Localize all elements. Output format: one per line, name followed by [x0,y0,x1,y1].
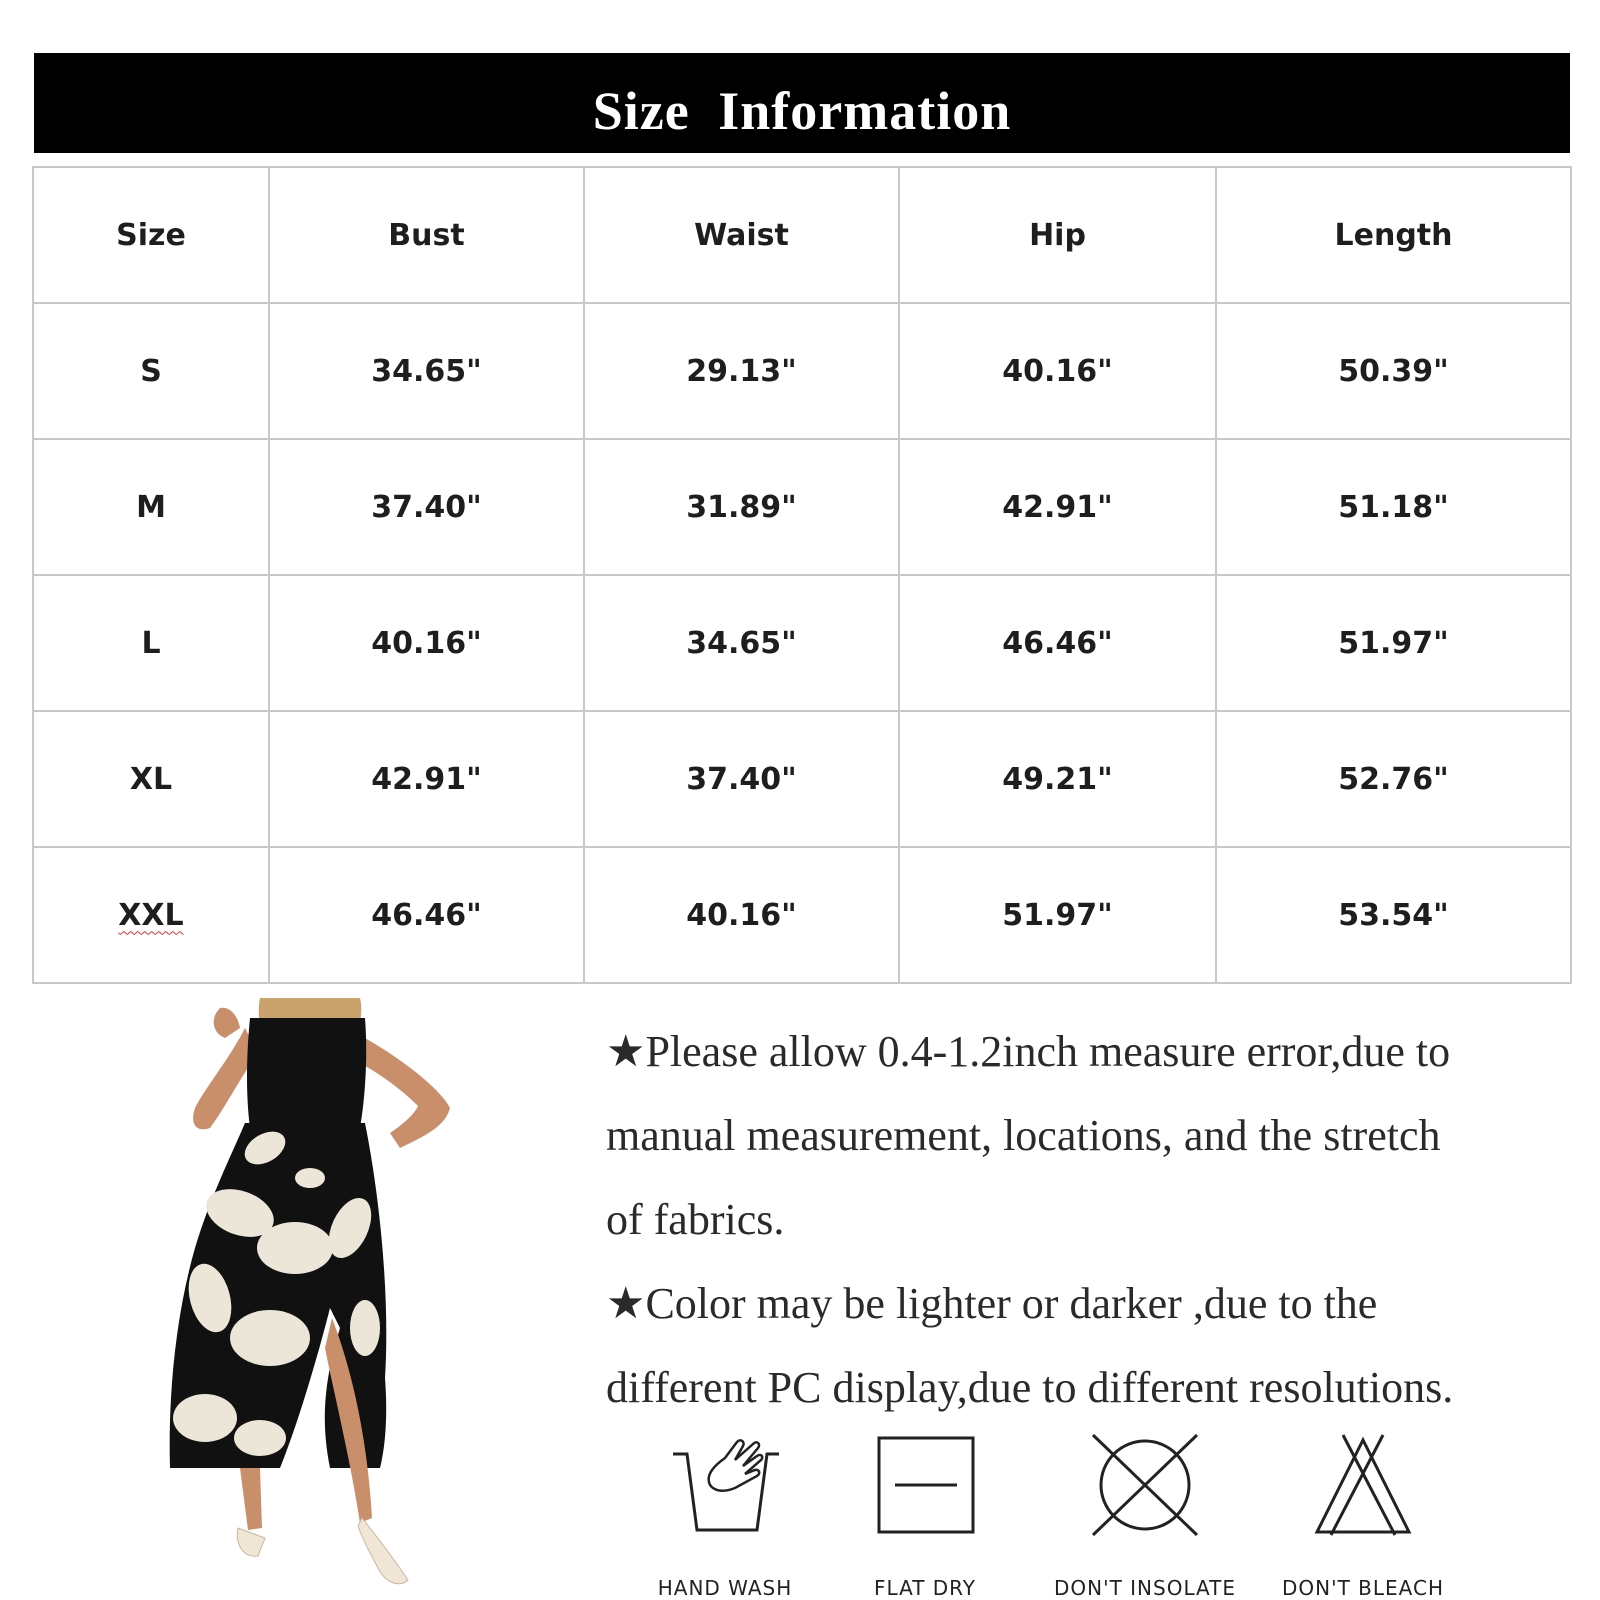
hand-wash-icon [665,1430,785,1540]
cell-bust: 42.91" [269,711,584,847]
cell-size: XL [33,711,269,847]
cell-size [33,847,269,983]
cell-bust: 40.16" [269,575,584,711]
cell-hip: 46.46" [899,575,1216,711]
cell-length: 53.54" [1216,847,1571,983]
header-bust: Bust [269,167,584,303]
cell-waist: 31.89" [584,439,899,575]
size-notes [606,1010,1566,1430]
banner-title: Size Information [592,81,1012,141]
shoe-right [358,1518,408,1584]
care-dont-insolate [1040,1430,1250,1600]
dress-bodice [247,1018,366,1128]
table-row [33,711,1571,847]
shoe-left [237,1528,265,1556]
dont-bleach-icon [1303,1430,1423,1540]
flat-dry-label: FLAT DRY [873,1576,977,1600]
cell-size: S [33,303,269,439]
care-flat-dry [820,1430,1030,1600]
size-info-banner [34,53,1570,153]
dont-insolate-label: DON'T INSOLATE [1053,1576,1237,1600]
dont-bleach-label: DON'T BLEACH [1281,1576,1444,1600]
table-row [33,847,1571,983]
note-measure-line-1: ★Please allow 0.4-1.2inch measure error,due to [606,1027,1451,1076]
cell-length: 51.97" [1216,575,1571,711]
care-instructions [620,1430,1580,1600]
note-color-line-1: ★Color may be lighter or darker ,due to the [606,1279,1378,1328]
flat-dry-icon [865,1430,985,1540]
cell-length: 52.76" [1216,711,1571,847]
cell-bust: 46.46" [269,847,584,983]
cell-hip: 51.97" [899,847,1216,983]
note-measure-line-3: of fabrics. [606,1195,785,1244]
header-hip: Hip [899,167,1216,303]
cell-bust: 37.40" [269,439,584,575]
care-dont-bleach [1258,1430,1468,1600]
size-xxl-label: XXL [118,897,184,933]
care-hand-wash [620,1430,830,1600]
hand-wash-label: HAND WASH [657,1576,793,1600]
cell-size: L [33,575,269,711]
table-row [33,303,1571,439]
table-row [33,439,1571,575]
cell-hip: 49.21" [899,711,1216,847]
cell-waist: 40.16" [584,847,899,983]
cell-waist: 34.65" [584,575,899,711]
left-hand [214,1008,240,1038]
cell-waist: 37.40" [584,711,899,847]
size-chart-table [32,166,1572,984]
table-header-row [33,167,1571,303]
cell-size: M [33,439,269,575]
note-measure-line-2: manual measurement, locations, and the stretch [606,1111,1441,1160]
cell-length: 51.18" [1216,439,1571,575]
table-row [33,575,1571,711]
cell-length: 50.39" [1216,303,1571,439]
header-length: Length [1216,167,1571,303]
header-size: Size [33,167,269,303]
right-arm [360,1038,450,1148]
note-color-line-2: different PC display,due to different resolutions. [606,1363,1454,1412]
cell-bust: 34.65" [269,303,584,439]
header-waist: Waist [584,167,899,303]
dont-insolate-icon [1085,1430,1205,1540]
cell-hip: 42.91" [899,439,1216,575]
model-dress-illustration [150,998,490,1598]
cell-waist: 29.13" [584,303,899,439]
cell-hip: 40.16" [899,303,1216,439]
leg-left [240,1468,262,1530]
